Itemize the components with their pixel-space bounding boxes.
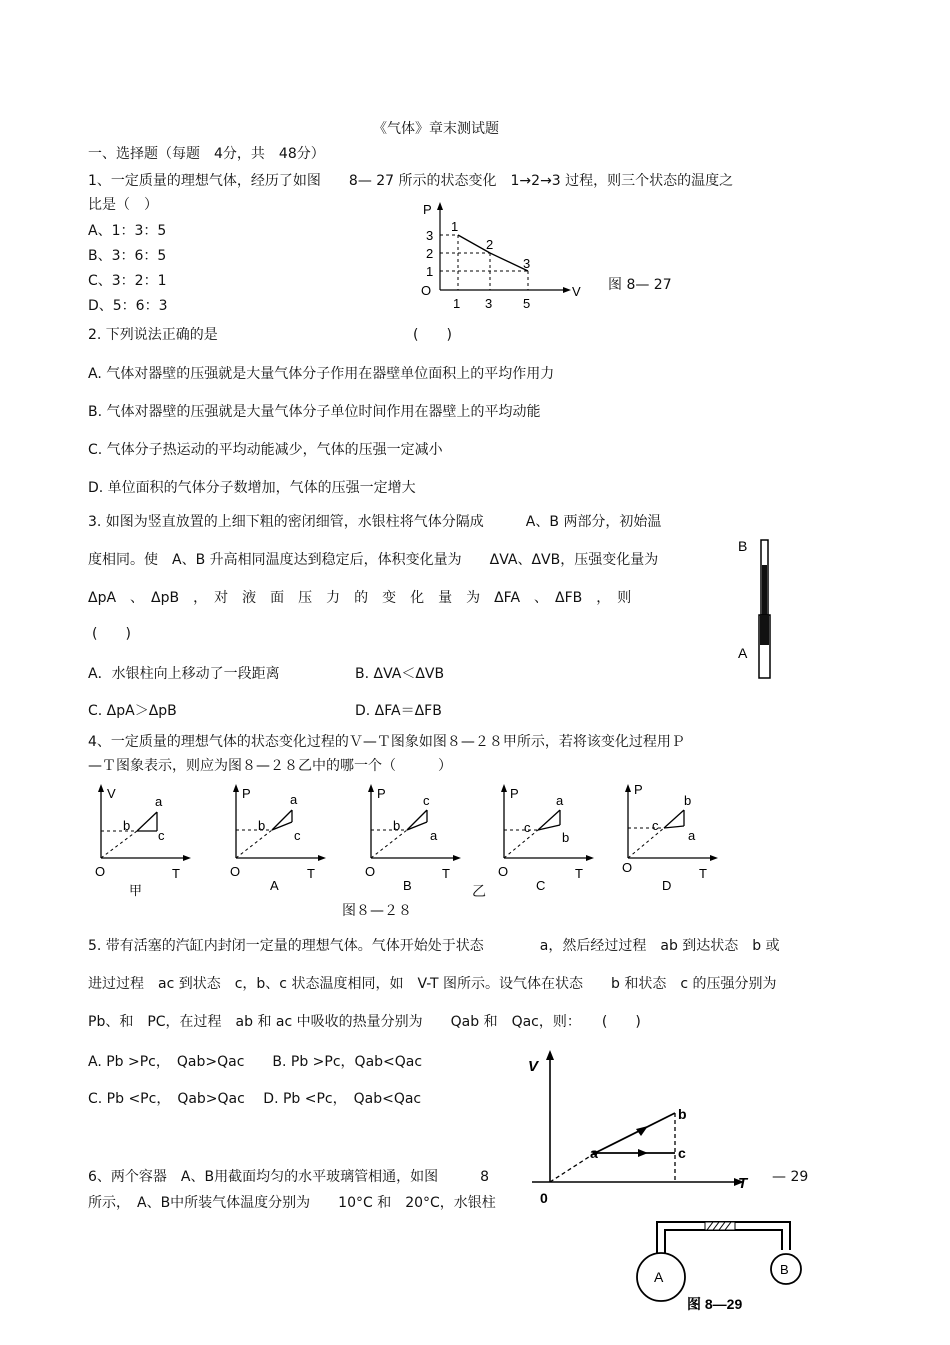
q1-option-b: B、3：6：5	[88, 248, 167, 264]
q4-line1: 4、一定质量的理想气体的状态变化过程的Ｖ—Ｔ图象如图８—２８甲所示，若将该变化过程用Ｐ	[88, 734, 685, 750]
q3-option-a: A．水银柱向上移动了一段距离	[88, 666, 280, 682]
q4-b-pt: a	[430, 828, 438, 843]
q3-tube-figure	[730, 535, 780, 685]
q1-v-axis-label: V	[572, 284, 581, 299]
q4-figure-caption: 图８—２８	[342, 903, 412, 919]
q5-origin: 0	[540, 1190, 548, 1206]
q4-a-xaxis: T	[307, 866, 315, 881]
q2-paren: ( )	[413, 327, 452, 343]
q1-line2: 比是（ ）	[88, 197, 158, 213]
q4-c-pt: b	[562, 830, 570, 845]
q2-option-c: C. 气体分子热运动的平均动能减少，气体的压强一定减小	[88, 442, 443, 458]
q3-line2: 度相同。使 A、B 升高相同温度达到稳定后，体积变化量为 ΔVA、ΔVB，压强变化量为	[88, 552, 659, 568]
q2-option-a: A. 气体对器壁的压强就是大量气体分子作用在器壁单位面积上的平均作用力	[88, 366, 555, 382]
q6-bulb-a: A	[654, 1269, 664, 1285]
q4-c-pt: c	[524, 820, 531, 835]
q3-option-c: C. ΔpA＞ΔpB	[88, 703, 177, 719]
q6-figure-caption: 图 8—29	[687, 1296, 743, 1312]
q1-xtick: 1	[453, 296, 461, 311]
q4-d-pt: a	[688, 828, 696, 843]
q5-line1: 5. 带有活塞的汽缸内封闭一定量的理想气体。气体开始处于状态 a，然后经过过程 ab 到达状态 b 或	[88, 938, 780, 954]
q3-option-b: B. ΔVA＜ΔVB	[355, 666, 445, 682]
q5-pt: b	[678, 1106, 687, 1122]
q5-pt: c	[678, 1145, 686, 1161]
q4-graph-jia	[85, 780, 205, 900]
q5-line2: 进过过程 ac 到状态 c，b、c 状态温度相同，如 V-T 图所示。设气体在状态 b 和状态 c 的压强分别为	[88, 976, 777, 992]
q4-yi-label: 乙	[472, 884, 486, 900]
q3-line1: 3. 如图为竖直放置的上细下粗的密闭细管，水银柱将气体分隔成 A、B 两部分，初始温	[88, 514, 662, 530]
q3-line4: ( )	[92, 626, 131, 642]
q4-jia-xaxis: T	[172, 866, 180, 881]
q1-pv-graph	[415, 198, 595, 313]
q5-line3: Pb、和 PC，在过程 ab 和 ac 中吸收的热量分别为 Qab 和 Qac，则： ( )	[88, 1014, 641, 1030]
q5-options-ab: A. Pb >Pc， Qab>Qac B. Pb >Pc，Qab<Qac	[88, 1054, 423, 1070]
q6-line1-tail: — 29	[772, 1169, 809, 1185]
q6-line2: 所示， A、B中所装气体温度分别为 10°C 和 20°C，水银柱	[88, 1195, 496, 1211]
q4-c-label: C	[536, 878, 546, 893]
q1-xtick: 3	[485, 296, 493, 311]
q4-b-xaxis: T	[442, 866, 450, 881]
page-title: 《气体》章末测试题	[373, 121, 499, 137]
q5-pt: a	[590, 1145, 598, 1161]
q5-yaxis: V	[528, 1058, 539, 1075]
q4-jia-label: 甲	[129, 883, 143, 898]
q4-d-pt: c	[652, 818, 659, 833]
q2-option-b: B. 气体对器壁的压强就是大量气体分子单位时间作用在器壁上的平均动能	[88, 404, 541, 420]
q4-graph-a	[220, 780, 340, 900]
q4-d-label: D	[662, 878, 672, 893]
q4-b-yaxis: P	[377, 786, 386, 801]
q1-option-a: A、1：3：5	[88, 223, 167, 239]
q4-a-pt: b	[258, 818, 266, 833]
q1-xtick: 5	[523, 296, 531, 311]
q4-b-origin: O	[365, 864, 376, 879]
q4-graph-d	[612, 780, 732, 900]
q4-line2: —Ｔ图象表示，则应为图８—２８乙中的哪一个（ ）	[88, 758, 452, 774]
q4-a-label: A	[270, 878, 279, 893]
q3-tube-label-a: A	[738, 645, 748, 661]
q3-line3: ΔpA 、 ΔpB ， 对 液 面 压 力 的 变 化 量 为 ΔFA 、 ΔFB ， 则	[88, 590, 632, 606]
q3-tube-label-b: B	[738, 538, 748, 554]
section-heading: 一、选择题（每题 4分，共 48分）	[88, 146, 325, 162]
q1-figure-caption: 图 8— 27	[608, 277, 672, 293]
q1-origin-label: O	[421, 283, 432, 298]
q4-c-xaxis: T	[575, 866, 583, 881]
q2-option-d: D. 单位面积的气体分子数增加，气体的压强一定增大	[88, 480, 416, 496]
q3-option-d: D. ΔFA＝ΔFB	[355, 703, 442, 719]
q4-a-pt: c	[294, 828, 301, 843]
q4-graph-c	[488, 780, 608, 900]
q5-xaxis: T	[738, 1175, 748, 1192]
q4-b-pt: c	[423, 793, 430, 808]
q6-bulb-b: B	[780, 1262, 789, 1277]
q1-option-d: D、5：6：3	[88, 298, 168, 314]
q6-container-figure	[625, 1210, 815, 1320]
q4-jia-origin: O	[95, 864, 106, 879]
q4-b-label: B	[403, 878, 412, 893]
q4-d-yaxis: P	[634, 782, 643, 797]
q4-c-pt: a	[556, 793, 564, 808]
q1-point-label: 3	[523, 256, 531, 271]
q1-option-c: C、3：2：1	[88, 273, 167, 289]
q4-b-pt: b	[393, 818, 401, 833]
q4-graph-b	[355, 780, 475, 900]
q1-ytick: 1	[426, 264, 434, 279]
q4-a-pt: a	[290, 792, 298, 807]
q4-a-origin: O	[230, 864, 241, 879]
q1-ytick: 3	[426, 228, 434, 243]
q4-c-yaxis: P	[510, 786, 519, 801]
q2-stem: 2. 下列说法正确的是	[88, 327, 218, 343]
q4-a-yaxis: P	[242, 786, 251, 801]
q1-point-label: 2	[486, 237, 494, 252]
q6-line1: 6、两个容器 A、B用截面均匀的水平玻璃管相通，如图 8	[88, 1169, 489, 1185]
q4-jia-pt: a	[155, 794, 163, 809]
q4-d-xaxis: T	[699, 866, 707, 881]
q4-jia-pt: c	[158, 828, 165, 843]
q4-d-pt: b	[684, 793, 692, 808]
q5-vt-graph	[520, 1045, 760, 1215]
q4-d-origin: O	[622, 860, 633, 875]
q1-p-axis-label: P	[423, 202, 432, 217]
q5-options-cd: C. Pb <Pc， Qab>Qac D. Pb <Pc， Qab<Qac	[88, 1091, 422, 1107]
q1-ytick: 2	[426, 246, 434, 261]
q4-c-origin: O	[498, 864, 509, 879]
q1-line1: 1、一定质量的理想气体，经历了如图 8— 27 所示的状态变化 1→2→3 过程，则三个状态的温度之	[88, 173, 734, 189]
q1-point-label: 1	[451, 219, 459, 234]
q4-jia-pt: b	[123, 818, 131, 833]
q4-jia-yaxis: V	[107, 786, 116, 801]
